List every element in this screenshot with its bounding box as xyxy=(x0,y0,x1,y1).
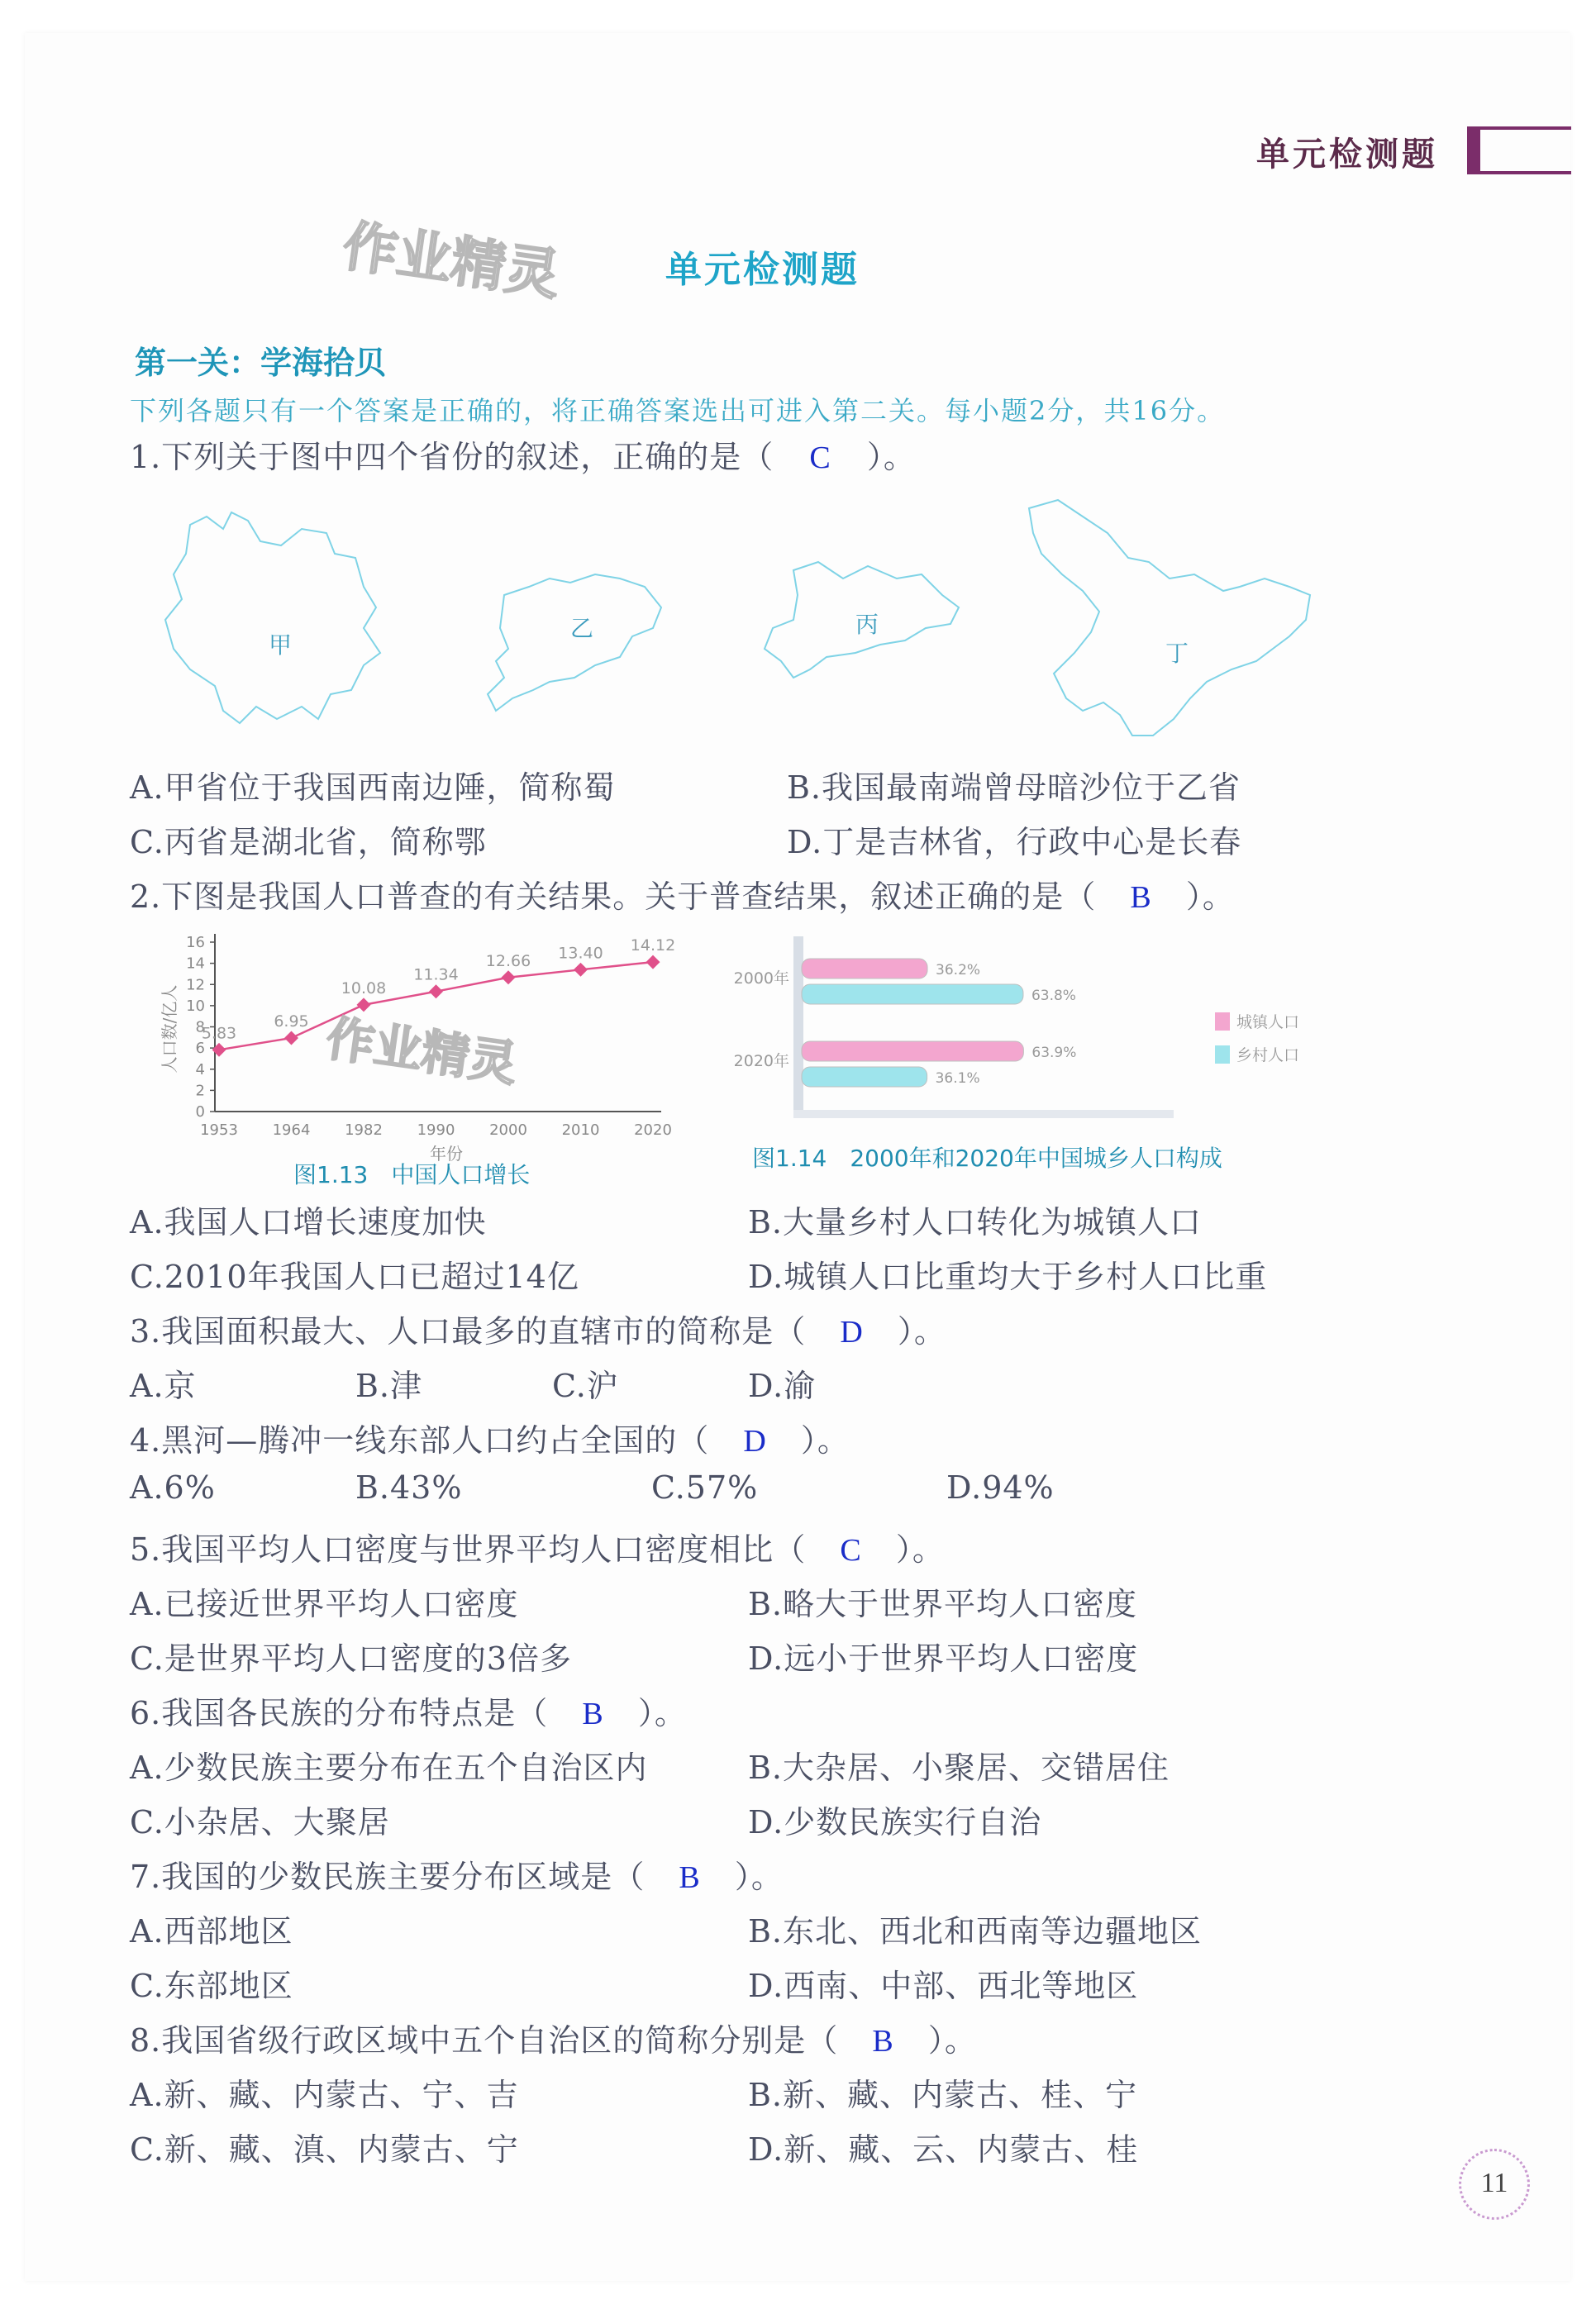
question-stem: 2.下图是我国人口普查的有关结果。关于普查结果，叙述正确的是（ xyxy=(130,878,1097,915)
data-point xyxy=(429,984,443,998)
q3-option-b: B.津 xyxy=(355,1368,423,1404)
category-label: 2000年 xyxy=(733,969,789,988)
legend-swatch xyxy=(1215,1045,1230,1064)
y-axis-label: 人口数/亿人 xyxy=(160,984,179,1074)
x-tick-label: 1964 xyxy=(272,1121,311,1139)
q8-option-b: B.新、藏、内蒙古、桂、宁 xyxy=(748,2077,1138,2113)
q1-option-b: B.我国最南端曾母暗沙位于乙省 xyxy=(787,769,1241,806)
q1-option-a: A.甲省位于我国西南边陲，简称蜀 xyxy=(130,769,616,806)
bar xyxy=(802,1041,1023,1061)
q2-option-d: D.城镇人口比重均大于乡村人口比重 xyxy=(748,1259,1268,1295)
data-point xyxy=(646,955,660,969)
y-tick-label: 14 xyxy=(186,955,205,973)
question-stem: 6.我国各民族的分布特点是（ xyxy=(130,1695,549,1731)
map-label-yi: 乙 xyxy=(570,615,594,642)
watermark-chart: 作业精灵 xyxy=(322,1010,521,1093)
question-close: ）。 xyxy=(897,1313,946,1350)
x-tick-label: 1990 xyxy=(417,1121,455,1139)
q8-option-c: C.新、藏、滇、内蒙古、宁 xyxy=(130,2131,519,2168)
x-tick-label: 2000 xyxy=(489,1121,527,1139)
question-8 xyxy=(130,2015,977,2060)
q6-option-a: A.少数民族主要分布在五个自治区内 xyxy=(130,1750,648,1786)
bar-value-label: 36.2% xyxy=(936,962,981,978)
map-jia-outline xyxy=(165,512,380,723)
header-bar-frame xyxy=(1480,126,1571,174)
q2-option-a: A.我国人口增长速度加快 xyxy=(130,1204,487,1240)
q7-option-b: B.东北、西北和西南等边疆地区 xyxy=(748,1913,1203,1950)
q7-option-c: C.东部地区 xyxy=(130,1968,293,2004)
q3-option-d: D.渝 xyxy=(748,1368,817,1404)
legend-swatch xyxy=(1215,1012,1230,1031)
data-point xyxy=(502,970,516,984)
data-label: 13.40 xyxy=(558,944,603,963)
y-tick-label: 8 xyxy=(195,1018,205,1036)
instruction-text: 下列各题只有一个答案是正确的，将正确答案选出可进入第二关。每小题2分，共16分。 xyxy=(130,395,1226,426)
y-tick-label: 2 xyxy=(195,1082,205,1100)
map-label-ding: 丁 xyxy=(1165,640,1189,667)
x-tick-label: 1953 xyxy=(200,1121,238,1139)
q3-option-a: A.京 xyxy=(130,1368,197,1404)
province-maps xyxy=(157,496,1331,752)
question-close: ）。 xyxy=(895,1531,945,1568)
q6-option-b: B.大杂居、小聚居、交错居住 xyxy=(748,1750,1170,1786)
q5-option-b: B.略大于世界平均人口密度 xyxy=(748,1586,1138,1622)
legend-label: 城镇人口 xyxy=(1236,1013,1300,1031)
data-label: 11.34 xyxy=(413,965,459,984)
question-close: ）。 xyxy=(637,1695,687,1731)
data-label: 5.83 xyxy=(201,1024,237,1043)
section-title: 第一关：学海拾贝 xyxy=(135,345,387,381)
question-4 xyxy=(130,1415,850,1460)
bar-value-label: 36.1% xyxy=(935,1070,980,1087)
q4-option-c: C.57% xyxy=(651,1469,759,1506)
q4-option-d: D.94% xyxy=(946,1469,1055,1506)
chart-wall xyxy=(793,936,803,1117)
bar xyxy=(802,959,927,978)
q1-option-c: C.丙省是湖北省，简称鄂 xyxy=(130,824,487,860)
q7-option-a: A.西部地区 xyxy=(130,1913,293,1950)
q5-option-d: D.远小于世界平均人口密度 xyxy=(748,1640,1139,1677)
bar xyxy=(802,984,1023,1004)
category-label: 2020年 xyxy=(733,1052,789,1070)
bar-value-label: 63.9% xyxy=(1031,1045,1077,1061)
question-stem: 5.我国平均人口密度与世界平均人口密度相比（ xyxy=(130,1531,807,1568)
q7-option-d: D.西南、中部、西北等地区 xyxy=(748,1968,1139,2004)
y-tick-label: 10 xyxy=(186,997,205,1015)
question-1 xyxy=(130,431,916,477)
question-6 xyxy=(130,1688,687,1733)
map-label-jia: 甲 xyxy=(269,631,293,659)
map-ding-outline xyxy=(1029,500,1310,736)
header-title: 单元检测题 xyxy=(1256,136,1438,174)
question-2 xyxy=(130,871,1235,917)
page-number: 11 xyxy=(1459,2149,1530,2220)
header-bar xyxy=(1467,126,1480,174)
data-label: 6.95 xyxy=(274,1012,309,1031)
question-stem: 8.我国省级行政区域中五个自治区的简称分别是（ xyxy=(130,2022,839,2059)
x-tick-label: 1982 xyxy=(345,1121,383,1139)
q5-option-a: A.已接近世界平均人口密度 xyxy=(130,1586,519,1622)
answer-mark: D xyxy=(743,1424,767,1459)
x-axis-label: 年份 xyxy=(430,1144,463,1164)
chart-floor xyxy=(793,1110,1174,1118)
answer-mark: B xyxy=(872,2024,894,2059)
q4-option-b: B.43% xyxy=(355,1469,463,1506)
figure-caption-1-14: 图1.14 2000年和2020年中国城乡人口构成 xyxy=(752,1145,1222,1172)
question-close: ）。 xyxy=(800,1422,850,1459)
bar-value-label: 63.8% xyxy=(1031,988,1076,1004)
answer-mark: B xyxy=(582,1697,604,1731)
question-close: ）。 xyxy=(927,2022,977,2059)
y-tick-label: 12 xyxy=(186,976,205,994)
data-point xyxy=(574,963,588,977)
question-stem: 4.黑河—腾冲一线东部人口约占全国的（ xyxy=(130,1422,710,1459)
question-stem: 3.我国面积最大、人口最多的直辖市的简称是（ xyxy=(130,1313,807,1350)
question-7 xyxy=(130,1851,784,1897)
question-close: ）。 xyxy=(734,1859,784,1895)
bar xyxy=(802,1067,927,1087)
answer-mark: D xyxy=(840,1315,864,1350)
question-5 xyxy=(130,1524,945,1569)
q1-option-d: D.丁是吉林省，行政中心是长春 xyxy=(787,824,1242,860)
question-stem: 7.我国的少数民族主要分布区域是（ xyxy=(130,1859,646,1895)
q2-option-b: B.大量乡村人口转化为城镇人口 xyxy=(748,1204,1203,1240)
page-title: 单元检测题 xyxy=(665,249,860,291)
question-stem: 1.下列关于图中四个省份的叙述，正确的是（ xyxy=(130,439,774,475)
data-label: 12.66 xyxy=(485,951,531,970)
x-tick-label: 2020 xyxy=(634,1121,672,1139)
q8-option-d: D.新、藏、云、内蒙古、桂 xyxy=(748,2131,1139,2168)
question-close: ）。 xyxy=(866,439,916,475)
map-yi-outline xyxy=(488,574,661,711)
q3-option-c: C.沪 xyxy=(552,1368,619,1404)
data-label: 10.08 xyxy=(341,978,387,997)
q8-option-a: A.新、藏、内蒙古、宁、吉 xyxy=(130,2077,519,2113)
question-close: ）。 xyxy=(1185,878,1235,915)
answer-mark: C xyxy=(809,440,831,475)
q5-option-c: C.是世界平均人口密度的3倍多 xyxy=(130,1640,572,1677)
map-label-bing: 丙 xyxy=(855,611,879,638)
figure-caption-1-13: 图1.13 中国人口增长 xyxy=(293,1161,531,1188)
answer-mark: B xyxy=(679,1860,701,1895)
answer-mark: C xyxy=(840,1533,862,1568)
y-tick-label: 4 xyxy=(195,1060,205,1078)
watermark-top: 作业精灵 xyxy=(339,213,565,307)
y-tick-label: 6 xyxy=(195,1040,205,1058)
q4-option-a: A.6% xyxy=(130,1469,216,1506)
question-3 xyxy=(130,1306,946,1351)
legend-label: 乡村人口 xyxy=(1236,1046,1300,1064)
data-label: 14.12 xyxy=(630,936,676,955)
data-point xyxy=(284,1031,298,1045)
q6-option-d: D.少数民族实行自治 xyxy=(748,1804,1042,1840)
y-tick-label: 0 xyxy=(195,1103,205,1121)
y-tick-label: 16 xyxy=(186,934,205,951)
q6-option-c: C.小杂居、大聚居 xyxy=(130,1804,390,1840)
q2-option-c: C.2010年我国人口已超过14亿 xyxy=(130,1259,579,1295)
urban-rural-bar-chart xyxy=(727,930,1322,1128)
x-tick-label: 2010 xyxy=(561,1121,600,1139)
answer-mark: B xyxy=(1130,880,1152,915)
